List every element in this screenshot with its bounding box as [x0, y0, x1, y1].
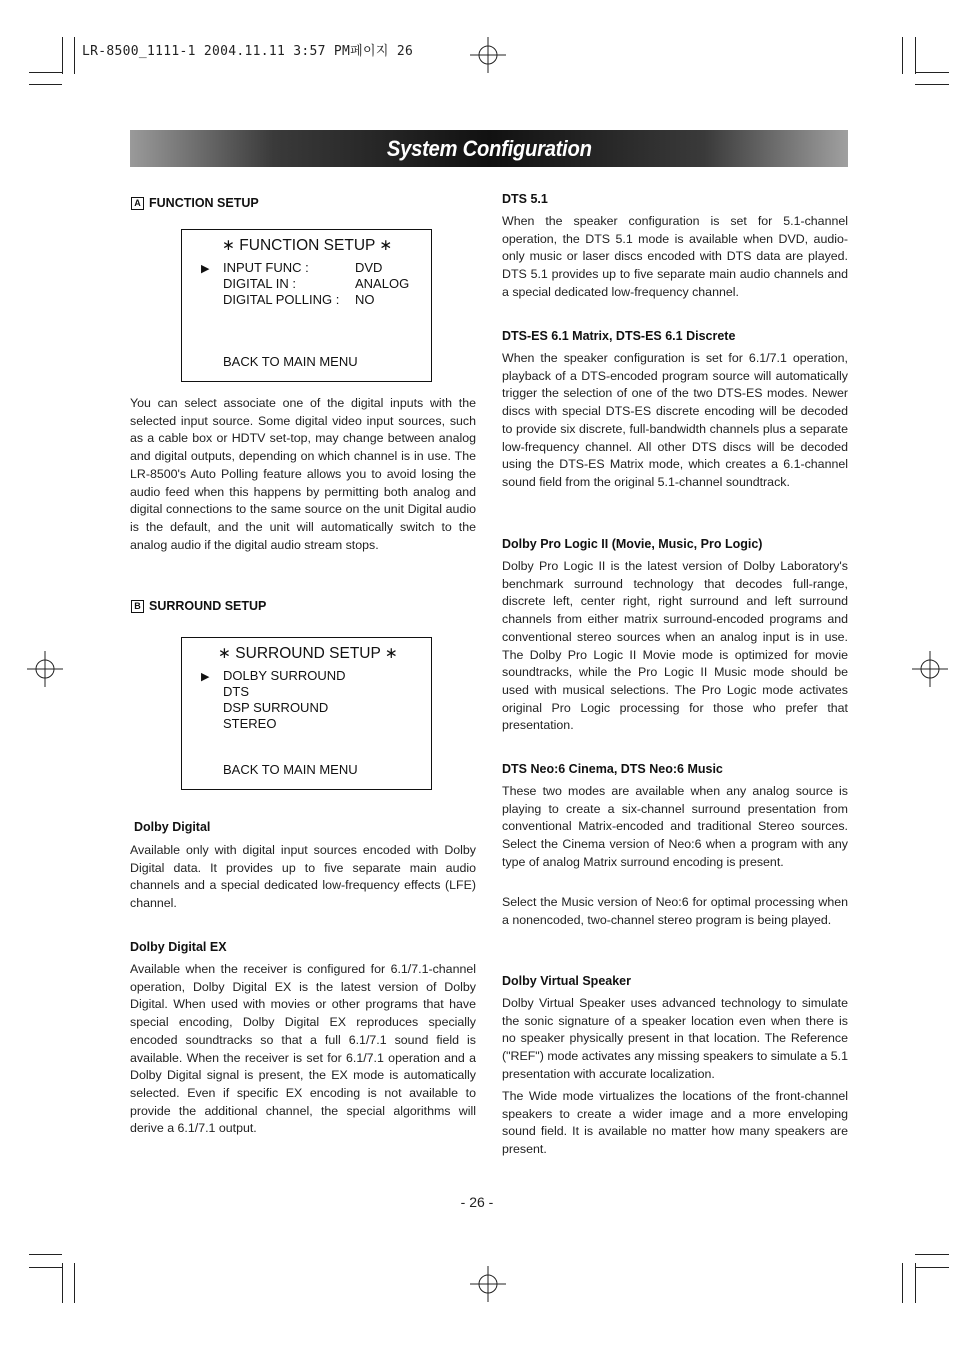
section-body: Dolby Pro Logic II is the latest version of Dolby Laboratory's benchmark surround technology that decodes full-range, discrete left, center right, right surround and left surround channels from either matrix surround-encoded programs and conventional stereo sources when an analog input is in use. The Dolby Pro Logic II Movie mode is optimized for movie soundtracks, while the Pro Logic II Music mode should be used with musical selections. The Pro Logic mode activates original Pro Logic processing for those who prefer that presentation.: [502, 559, 848, 733]
section-body: When the speaker configuration is set for 5.1-channel operation, the DTS 5.1 mode is available when DVD, audio-only music or laser discs encoded with DTS data are played. DTS 5.1 provides up to five separate main audio channels and a special dedicated low-frequency channel.: [502, 214, 848, 299]
crop-mark: [29, 1254, 62, 1255]
crop-mark: [915, 72, 949, 73]
registration-mark-icon: [470, 37, 506, 73]
crop-mark: [74, 1263, 75, 1303]
crop-mark: [74, 37, 75, 74]
crop-mark: [915, 1254, 949, 1255]
menu-cursor-icon: ▶: [201, 263, 210, 275]
section-body: Available when the receiver is configured for 6.1/7.1-channel operation, Dolby Digital EX is the latest version of Dolby Digital. When used with movies or other programs that have special encoding, Dolby Digital EX reproduces specially encoded soundtracks so that a full 6.1/7.1 sound field is available. When the receiver is set for 6.1/7.1 operation and a Dolby Digital signal is present, the EX mode is automatically selected. Even if specific EX encoding is not available to provide the additional channel, the special algorithms will derive a 6.1/7.1 output.: [130, 962, 476, 1136]
function-setup-menu: [181, 229, 432, 382]
section-heading: DTS Neo:6 Cinema, DTS Neo:6 Music: [502, 762, 723, 776]
crop-mark: [915, 1263, 916, 1303]
section-heading-text: SURROUND SETUP: [149, 599, 267, 613]
menu-value-input-func: DVD: [355, 260, 383, 275]
print-header: LR-8500_1111-1 2004.11.11 3:57 PM페이지 26: [82, 44, 414, 59]
menu-item-dolby-surround[interactable]: DOLBY SURROUND: [223, 668, 346, 683]
crop-mark: [902, 1263, 903, 1303]
back-to-main-menu[interactable]: BACK TO MAIN MENU: [223, 762, 358, 777]
function-setup-heading: [131, 196, 259, 210]
section-heading: Dolby Pro Logic II (Movie, Music, Pro Logic): [502, 537, 763, 551]
surround-setup-heading: [131, 599, 266, 613]
menu-value-digital-in: ANALOG: [355, 276, 410, 291]
menu-item-dts[interactable]: DTS: [223, 684, 249, 699]
section-heading: DTS 5.1: [502, 192, 548, 206]
section-body: Dolby Virtual Speaker uses advanced technology to simulate the sonic signature of a speaker location even when there is no speaker physically present in that location. The Reference ("REF") mode activates any missing speakers to simulate a 5.1 presentation with accurate localization.: [502, 996, 848, 1081]
section-body: Select the Music version of Neo:6 for optimal processing when a nonencoded, two-channel stereo program is being played.: [502, 895, 848, 927]
section-heading-text: FUNCTION SETUP: [149, 196, 259, 210]
menu-item-digital-in[interactable]: DIGITAL IN :: [223, 276, 296, 291]
crop-mark: [29, 1267, 62, 1268]
section-heading: Dolby Virtual Speaker: [502, 974, 631, 988]
menu-item-stereo[interactable]: STEREO: [223, 716, 277, 731]
section-letter-badge: B: [131, 600, 144, 613]
crop-mark: [915, 1267, 949, 1268]
crop-mark: [902, 37, 903, 74]
menu-item-dsp-surround[interactable]: DSP SURROUND: [223, 700, 329, 715]
menu-value-digital-polling: NO: [355, 292, 375, 307]
crop-mark: [915, 37, 916, 74]
function-setup-body: You can select associate one of the digital inputs with the selected input source. Some digital video input sources, such as a cable box or HDTV set-top, may change between analog and digital outputs, depending on which channel is in use. The LR-8500's Auto Polling feature allows you to avoid losing the audio feed when this happens by permitting both analog and digital connections to the same source on the unit Digital audio is the default, and the unit will automatically switch to the analog audio if the digital audio stream stops.: [130, 396, 476, 552]
section-body: The Wide mode virtualizes the locations of the front-channel speakers to create a wider image and a more enveloping sound field. It is available no matter how many speakers are present.: [502, 1089, 848, 1157]
section-body: When the speaker configuration is set for 6.1/7.1 operation, playback of a DTS-encoded program source will automatically trigger the selection of one of the two DTS-ES modes. Newer discs with special DTS-ES discrete encoding will be decoded to provide six discrete, full-bandwidth channels plus a separate low-frequency channel. All other DTS discs will be decoded using the DTS-ES Matrix mode, which creates a 6.1-channel sound field from the original 5.1-channel soundtrack.: [502, 351, 848, 489]
crop-mark: [29, 84, 62, 85]
registration-mark-icon: [470, 1266, 506, 1302]
crop-mark: [29, 72, 62, 73]
section-heading: DTS-ES 6.1 Matrix, DTS-ES 6.1 Discrete: [502, 329, 736, 343]
registration-mark-icon: [912, 651, 948, 687]
back-to-main-menu[interactable]: BACK TO MAIN MENU: [223, 354, 358, 369]
crop-mark: [62, 1263, 63, 1303]
section-letter-badge: A: [131, 197, 144, 210]
crop-mark: [915, 84, 949, 85]
menu-title: ∗ SURROUND SETUP ∗: [218, 645, 398, 662]
registration-mark-icon: [27, 651, 63, 687]
section-heading: Dolby Digital EX: [130, 940, 227, 954]
section-body: Available only with digital input sources encoded with Dolby Digital data. It provides up to five separate main audio channels and a special dedicated low-frequency effects (LFE) channel.: [130, 843, 476, 911]
page-number: - 26 -: [460, 1194, 494, 1210]
page-title: System Configuration: [386, 135, 592, 161]
surround-setup-menu: [181, 637, 432, 790]
section-heading: Dolby Digital: [134, 820, 211, 834]
crop-mark: [62, 37, 63, 74]
menu-cursor-icon: ▶: [201, 671, 210, 683]
page-title-bar: [130, 130, 848, 167]
menu-item-input-func[interactable]: INPUT FUNC :: [223, 260, 309, 275]
menu-title: ∗ FUNCTION SETUP ∗: [222, 237, 393, 254]
menu-item-digital-polling[interactable]: DIGITAL POLLING :: [223, 292, 340, 307]
section-body: These two modes are available when any analog source is playing to create a six-channel surround presentation from conventional Matrix-encoded and traditional Stereo sources. Select the Cinema version of Neo:6 when a program with any type of analog Matrix surround encoding is present.: [502, 784, 848, 869]
